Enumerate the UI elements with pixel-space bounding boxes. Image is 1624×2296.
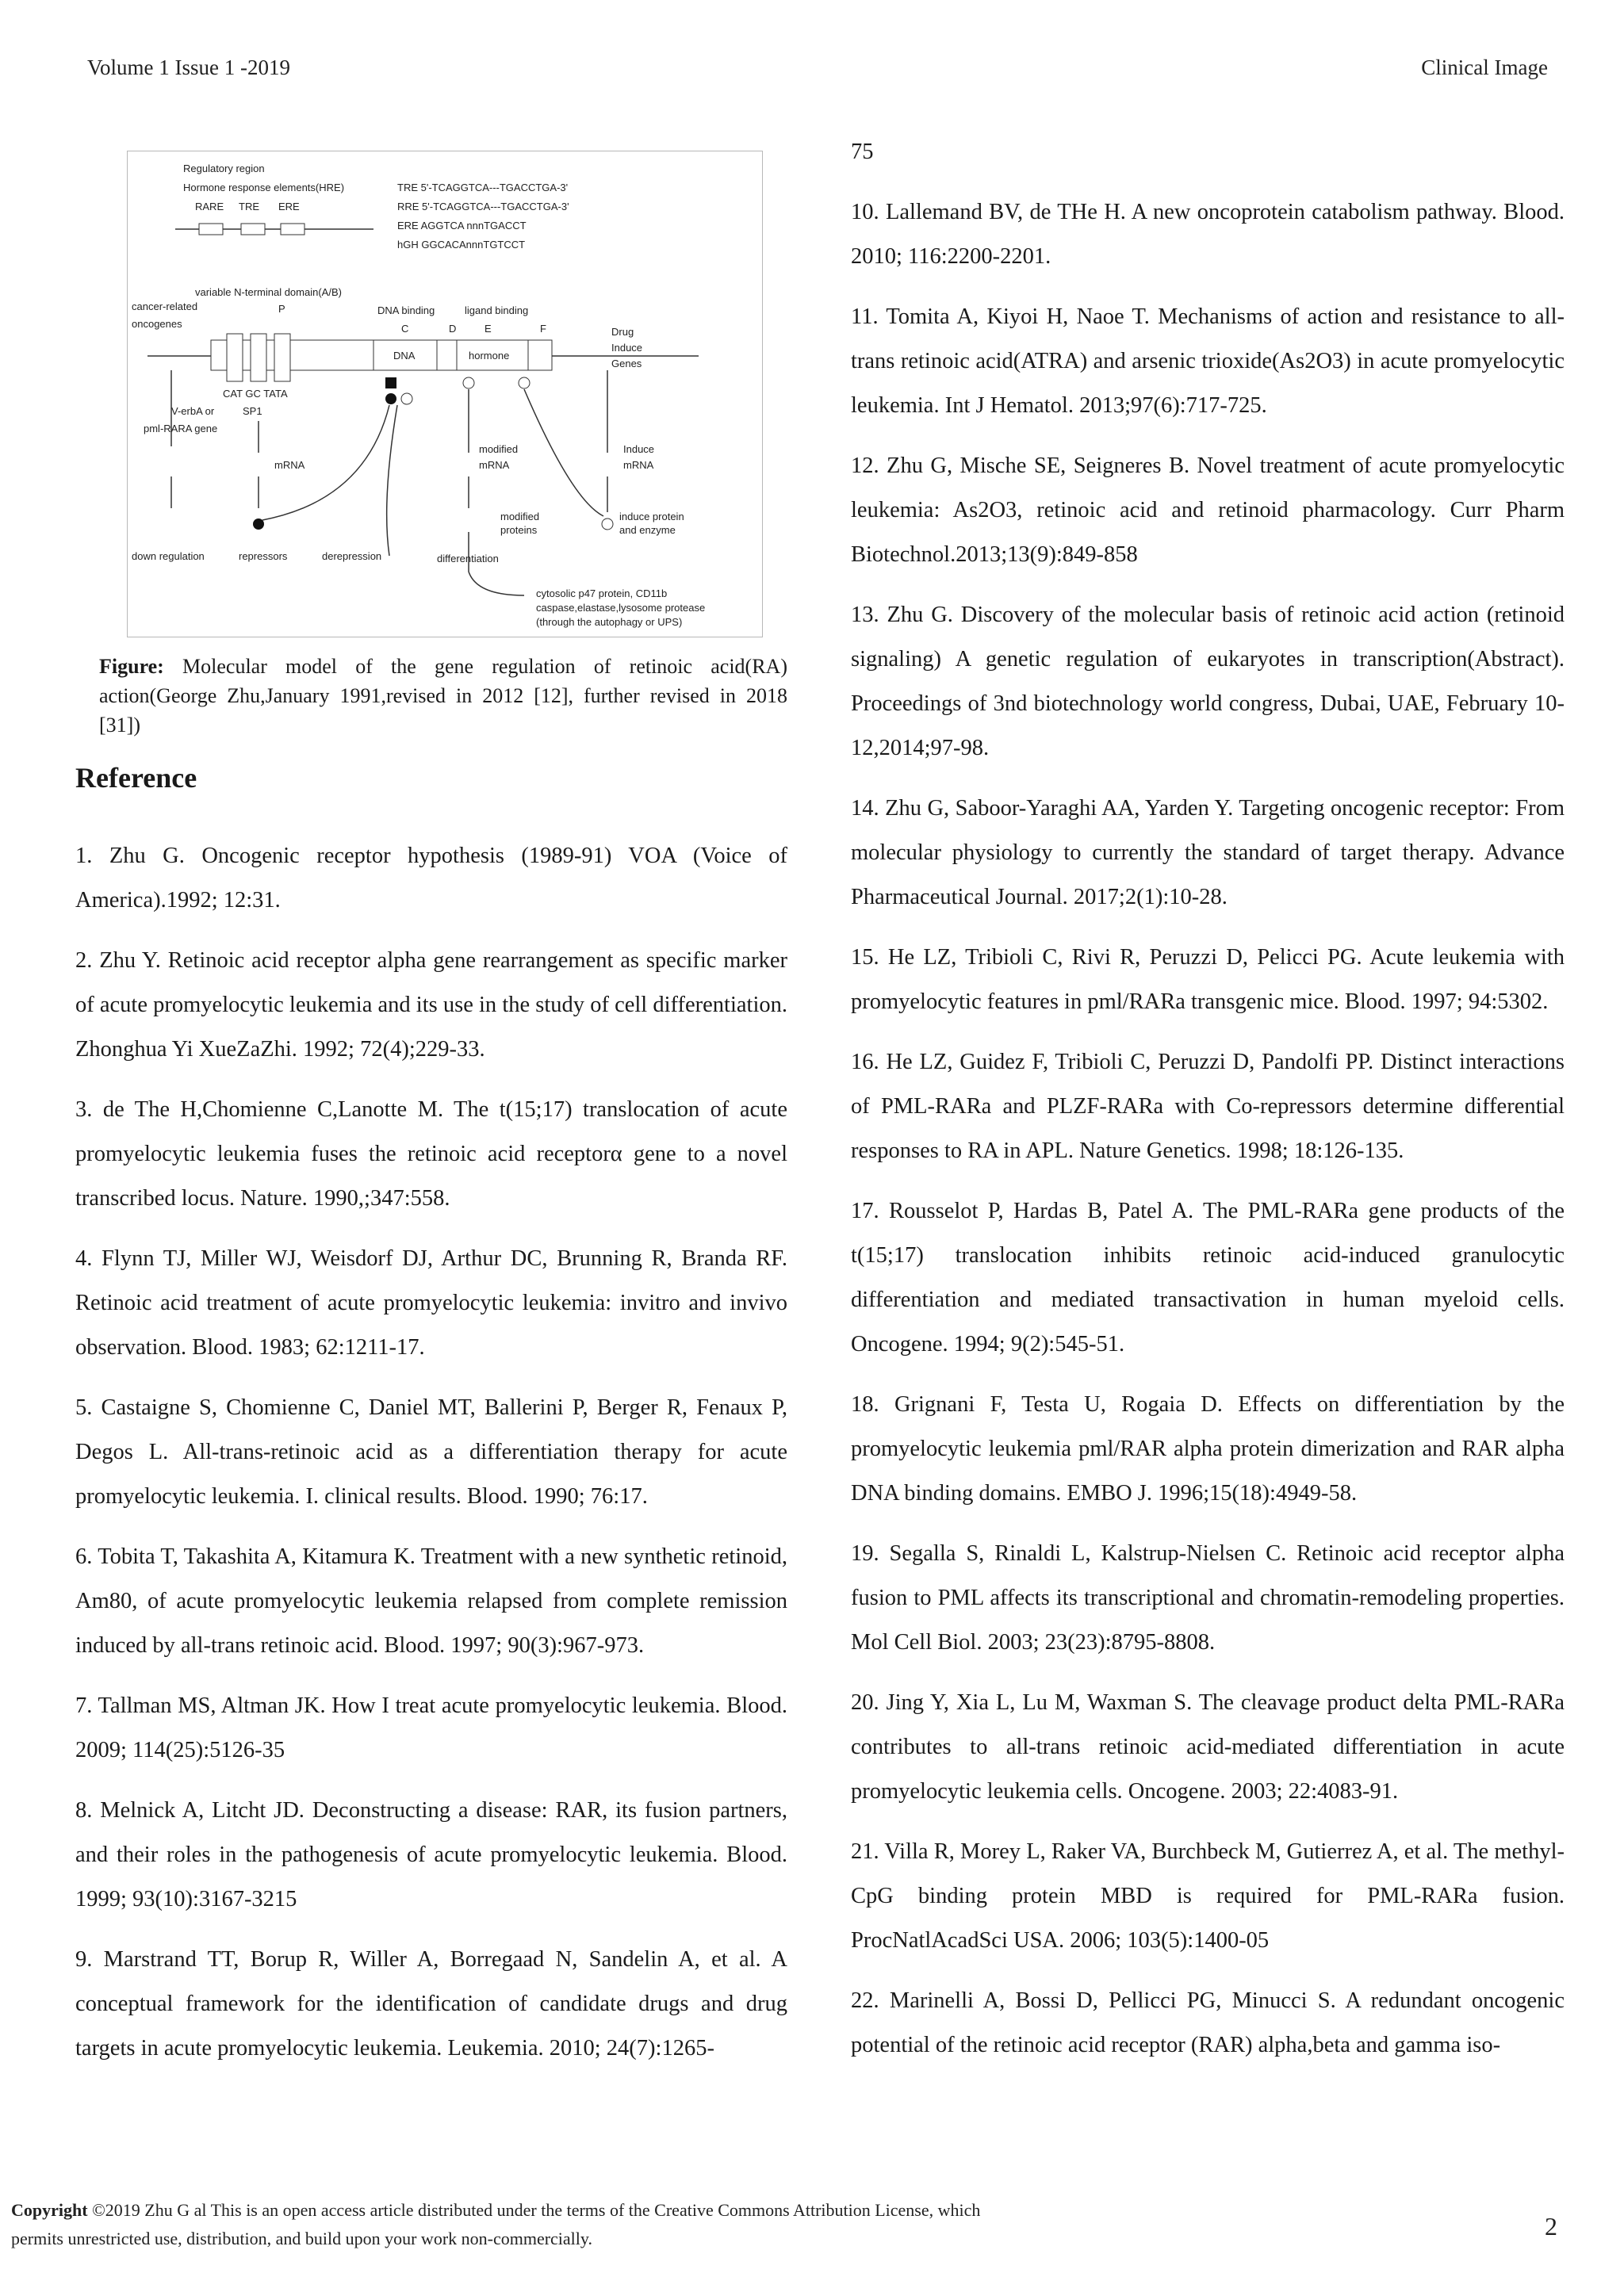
copyright-line-1: ©2019 Zhu G al This is an open access article distributed under the terms of the Creative Commons Attribution License, which (87, 2200, 981, 2220)
reference-item: 13. Zhu G. Discovery of the molecular basis of retinoic acid action (retinoid signaling) A genetic regulation of eukaryotes in transcription(Abstract). Proceedings of 3nd biotechnology world congress, Dubai, UAE, February 10-12,2014;97-98. (851, 603, 1565, 760)
running-header-left: Volume 1 Issue 1 -2019 (87, 55, 290, 79)
label-cyto-1: cytosolic p47 protein, CD11b (536, 587, 668, 599)
copyright-label: Copyright (11, 2200, 88, 2220)
label-seq-tre: TRE 5'-TCAGGTCA---TGACCTGA-3' (397, 182, 569, 193)
figure-caption-label: Figure: (99, 655, 164, 678)
reference-item: 20. Jing Y, Xia L, Lu M, Waxman S. The cleavage product delta PML-RARa contributes to all-trans retinoic acid-mediated differentiation in acute promyelocytic leukemia cells. Oncogene. 2003; 22:4083-91. (851, 1690, 1565, 1804)
label-p: P (278, 303, 285, 315)
label-f: F (540, 323, 546, 335)
label-modified-proteins-1: modified (500, 511, 540, 522)
reference-item: 18. Grignani F, Testa U, Rogaia D. Effects on differentiation by the promyelocytic leukemia pml/RAR alpha protein dimerization and RAR alpha DNA binding domains. EMBO J. 1996;15(18):4949-58. (851, 1392, 1565, 1506)
references-left-column (75, 834, 787, 2087)
label-cyto-2: caspase,elastase,lysosome protease (536, 602, 706, 614)
reference-item: 2. Zhu Y. Retinoic acid receptor alpha gene rearrangement as specific marker of acute promyelocytic leukemia and its use in the study of cell differentiation. Zhonghua Yi XueZaZhi. 1992; 72(4);229-33. (75, 948, 787, 1062)
label-pml-rara: pml-RARA gene (144, 423, 218, 434)
label-induce-protein-1: induce protein (619, 511, 684, 522)
page-number: 2 (1545, 2212, 1557, 2241)
reference-item: 6. Tobita T, Takashita A, Kitamura K. Treatment with a new synthetic retinoid, Am80, of acute promyelocytic leukemia relapsed from complete remission induced by all-trans retinoic acid. Blood. 1997; 90(3):967-973. (75, 1544, 787, 1658)
label-e: E (485, 323, 492, 335)
reference-item: 11. Tomita A, Kiyoi H, Naoe T. Mechanisms of action and resistance to all-trans retinoic acid(ATRA) and arsenic trioxide(As2O3) in acute promyelocytic leukemia. Int J Hematol. 2013;97(6):717-725. (851, 304, 1565, 418)
label-verba: V-erbA or (171, 405, 215, 417)
label-oncogenes: oncogenes (132, 318, 182, 330)
reference-item: 21. Villa R, Morey L, Raker VA, Burchbeck M, Gutierrez A, et al. The methyl-CpG binding protein MBD is required for PML-RARa fusion. ProcNatlAcadSci USA. 2006; 103(5):1400-05 (851, 1839, 1565, 1953)
figure-caption (99, 652, 787, 740)
label-induce: Induce (611, 342, 643, 354)
running-header-right: Clinical Image (1421, 55, 1548, 79)
label-hormone: hormone (469, 350, 510, 362)
label-cat-gc-tata: CAT GC TATA (223, 388, 288, 400)
reference-item: 5. Castaigne S, Chomienne C, Daniel MT, Ballerini P, Berger R, Fenaux P, Degos L. All-trans-retinoic acid as a differentiation therapy for acute promyelocytic leukemia. I. clinical results. Blood. 1990; 76:17. (75, 1395, 787, 1509)
label-hre: Hormone response elements(HRE) (183, 182, 345, 193)
figure-caption-text: Molecular model of the gene regulation of retinoic acid(RA) action(George Zhu,January 1991,revised in 2012 [12], further revised in 2018 [31]) (99, 655, 787, 737)
figure-diagram (127, 151, 763, 637)
reference-item: 1. Zhu G. Oncogenic receptor hypothesis (1989-91) VOA (Voice of America).1992; 12:31. (75, 844, 787, 913)
label-modified-proteins-2: proteins (500, 524, 538, 536)
label-down-regulation: down regulation (132, 550, 205, 562)
reference-continuation: 75 (851, 140, 874, 164)
label-seq-ere: ERE AGGTCA nnnTGACCT (397, 220, 527, 232)
copyright-line-2: permits unrestricted use, distribution, and build upon your work non-commercially. (11, 2229, 592, 2248)
label-induce-protein-2: and enzyme (619, 524, 676, 536)
reference-item: 17. Rousselot P, Hardas B, Patel A. The PML-RARa gene products of the t(15;17) translocation inhibits retinoic acid-induced granulocytic differentiation and mediated transactivation in human myeloid cells. Oncogene. 1994; 9(2):545-51. (851, 1199, 1565, 1357)
label-induce2: Induce (623, 443, 655, 455)
label-variable-domain: variable N-terminal domain(A/B) (195, 286, 342, 298)
label-ligand-binding: ligand binding (465, 304, 529, 316)
label-repressors: repressors (239, 550, 288, 562)
reference-item: 8. Melnick A, Litcht JD. Deconstructing a disease: RAR, its fusion partners, and their roles in the pathogenesis of acute promyelocytic leukemia. Blood. 1999; 93(10):3167-3215 (75, 1798, 787, 1911)
label-seq-rre: RRE 5'-TCAGGTCA---TGACCTGA-3' (397, 201, 569, 212)
label-modified-mrna: mRNA (479, 459, 510, 471)
reference-item: 10. Lallemand BV, de THe H. A new oncoprotein catabolism pathway. Blood. 2010; 116:2200-2201. (851, 200, 1565, 269)
reference-item: 19. Segalla S, Rinaldi L, Kalstrup-Nielsen C. Retinoic acid receptor alpha fusion to PML affects its transcriptional and chromatin-remodeling properties. Mol Cell Biol. 2003; 23(23):8795-8808. (851, 1541, 1565, 1655)
reference-item: 16. He LZ, Guidez F, Tribioli C, Peruzzi D, Pandolfi PP. Distinct interactions of PML-RARa and PLZF-RARa with Co-repressors determine differential responses to RA in APL. Nature Genetics. 1998; 18:126-135. (851, 1050, 1565, 1163)
label-mrna2: mRNA (623, 459, 654, 471)
label-dna-binding: DNA binding (377, 304, 435, 316)
label-d: D (449, 323, 457, 335)
reference-item: 22. Marinelli A, Bossi D, Pellicci PG, Minucci S. A redundant oncogenic potential of the retinoic acid receptor (RAR) alpha,beta and gamma iso- (851, 1988, 1565, 2057)
reference-item: 3. de The H,Chomienne C,Lanotte M. The t(15;17) translocation of acute promyelocytic leukemia fuses the retinoic acid receptorα gene to a novel transcribed locus. Nature. 1990,;347:558. (75, 1097, 787, 1211)
reference-heading: Reference (75, 762, 197, 794)
copyright-footer (11, 2196, 1121, 2253)
label-rare: RARE (195, 201, 224, 212)
label-ere: ERE (278, 201, 300, 212)
label-tre: TRE (239, 201, 259, 212)
label-genes: Genes (611, 358, 642, 369)
reference-item: 15. He LZ, Tribioli C, Rivi R, Peruzzi D, Pelicci PG. Acute leukemia with promyelocytic features in pml/RARa transgenic mice. Blood. 1997; 94:5302. (851, 945, 1565, 1014)
reference-item: 12. Zhu G, Mische SE, Seigneres B. Novel treatment of acute promyelocytic leukemia: As2O3, retinoic acid and retinoid pharmacology. Curr Pharm Biotechnol.2013;13(9):849-858 (851, 453, 1565, 567)
label-c: C (401, 323, 409, 335)
gene-regulation-diagram (128, 151, 762, 637)
label-regulatory-region: Regulatory region (183, 163, 265, 174)
label-differentiation: differentiation (437, 553, 499, 564)
label-sp1: SP1 (243, 405, 262, 417)
reference-item: 7. Tallman MS, Altman JK. How I treat acute promyelocytic leukemia. Blood. 2009; 114(25):5126-35 (75, 1693, 787, 1762)
label-modified: modified (479, 443, 519, 455)
reference-item: 4. Flynn TJ, Miller WJ, Weisdorf DJ, Arthur DC, Brunning R, Branda RF. Retinoic acid treatment of acute promyelocytic leukemia: invitro and invivo observation. Blood. 1983; 62:1211-17. (75, 1246, 787, 1360)
label-cyto-3: (through the autophagy or UPS) (536, 616, 683, 628)
reference-item: 14. Zhu G, Saboor-Yaraghi AA, Yarden Y. Targeting oncogenic receptor: From molecular physiology to currently the standard of target therapy. Advance Pharmaceutical Journal. 2017;2(1):10-28. (851, 796, 1565, 909)
label-seq-hgh: hGH GGCACAnnnTGTCCT (397, 239, 526, 251)
label-mrna: mRNA (274, 459, 305, 471)
label-dna: DNA (393, 350, 416, 362)
label-derepression: derepression (322, 550, 382, 562)
references-right-column (851, 130, 1565, 2084)
label-drug: Drug (611, 326, 634, 338)
label-cancer-related: cancer-related (132, 300, 198, 312)
reference-item: 9. Marstrand TT, Borup R, Willer A, Borregaad N, Sandelin A, et al. A conceptual framework for the identification of candidate drugs and drug targets in acute promyelocytic leukemia. Leukemia. 2010; 24(7):1265- (75, 1947, 787, 2061)
